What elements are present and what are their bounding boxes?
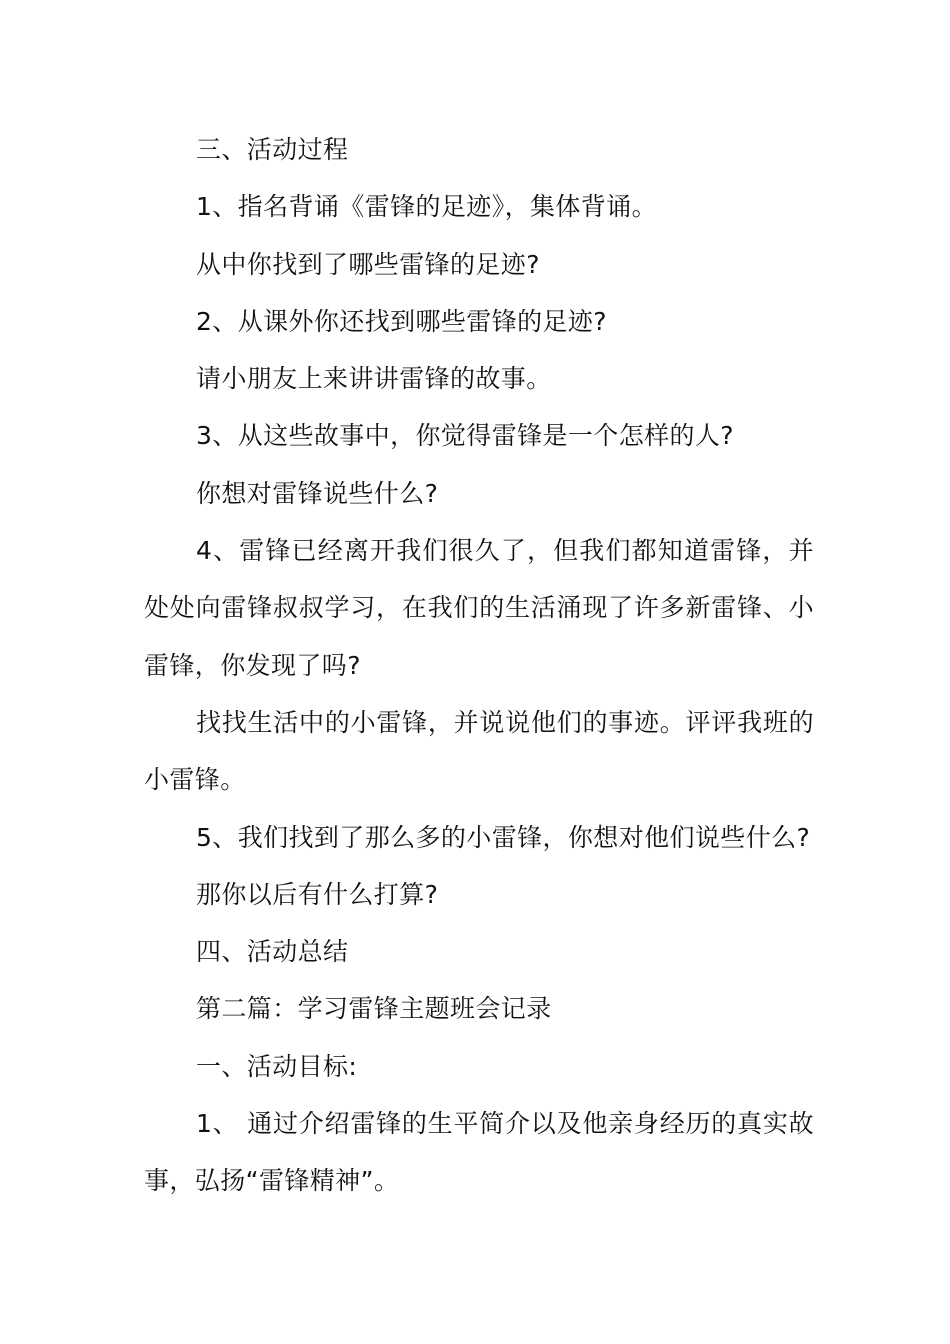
section-heading-activity-goals: 一、活动目标: (196, 1051, 358, 1081)
paragraph: 1、指名背诵《雷锋的足迹》，集体背诵。 (196, 192, 658, 222)
paragraph: 那你以后有什么打算? (196, 879, 439, 909)
paragraph: 找找生活中的小雷锋，并说说他们的事迹。评评我班的小雷锋。 (144, 707, 814, 795)
paragraph: 1、 通过介绍雷锋的生平简介以及他亲身经历的真实故事，弘扬“雷锋精神”。 (144, 1109, 814, 1196)
chapter-heading: 第二篇：学习雷锋主题班会记录 (196, 994, 552, 1024)
paragraph: 请小朋友上来讲讲雷锋的故事。 (196, 364, 552, 394)
document-body (144, 121, 814, 1210)
paragraph: 从中你找到了哪些雷锋的足迹? (196, 249, 540, 279)
paragraph: 5、我们找到了那么多的小雷锋，你想对他们说些什么? (196, 822, 811, 852)
paragraph: 4、雷锋已经离开我们很久了，但我们都知道雷锋，并处处向雷锋叔叔学习，在我们的生活涌现了许多新雷锋、小雷锋，你发现了吗? (144, 536, 814, 680)
paragraph: 2、从课外你还找到哪些雷锋的足迹? (196, 306, 607, 336)
section-heading-activity-summary: 四、活动总结 (196, 937, 349, 967)
paragraph: 你想对雷锋说些什么? (196, 478, 439, 508)
paragraph: 3、从这些故事中，你觉得雷锋是一个怎样的人? (196, 421, 734, 451)
section-heading-activity-process: 三、活动过程 (196, 135, 349, 164)
